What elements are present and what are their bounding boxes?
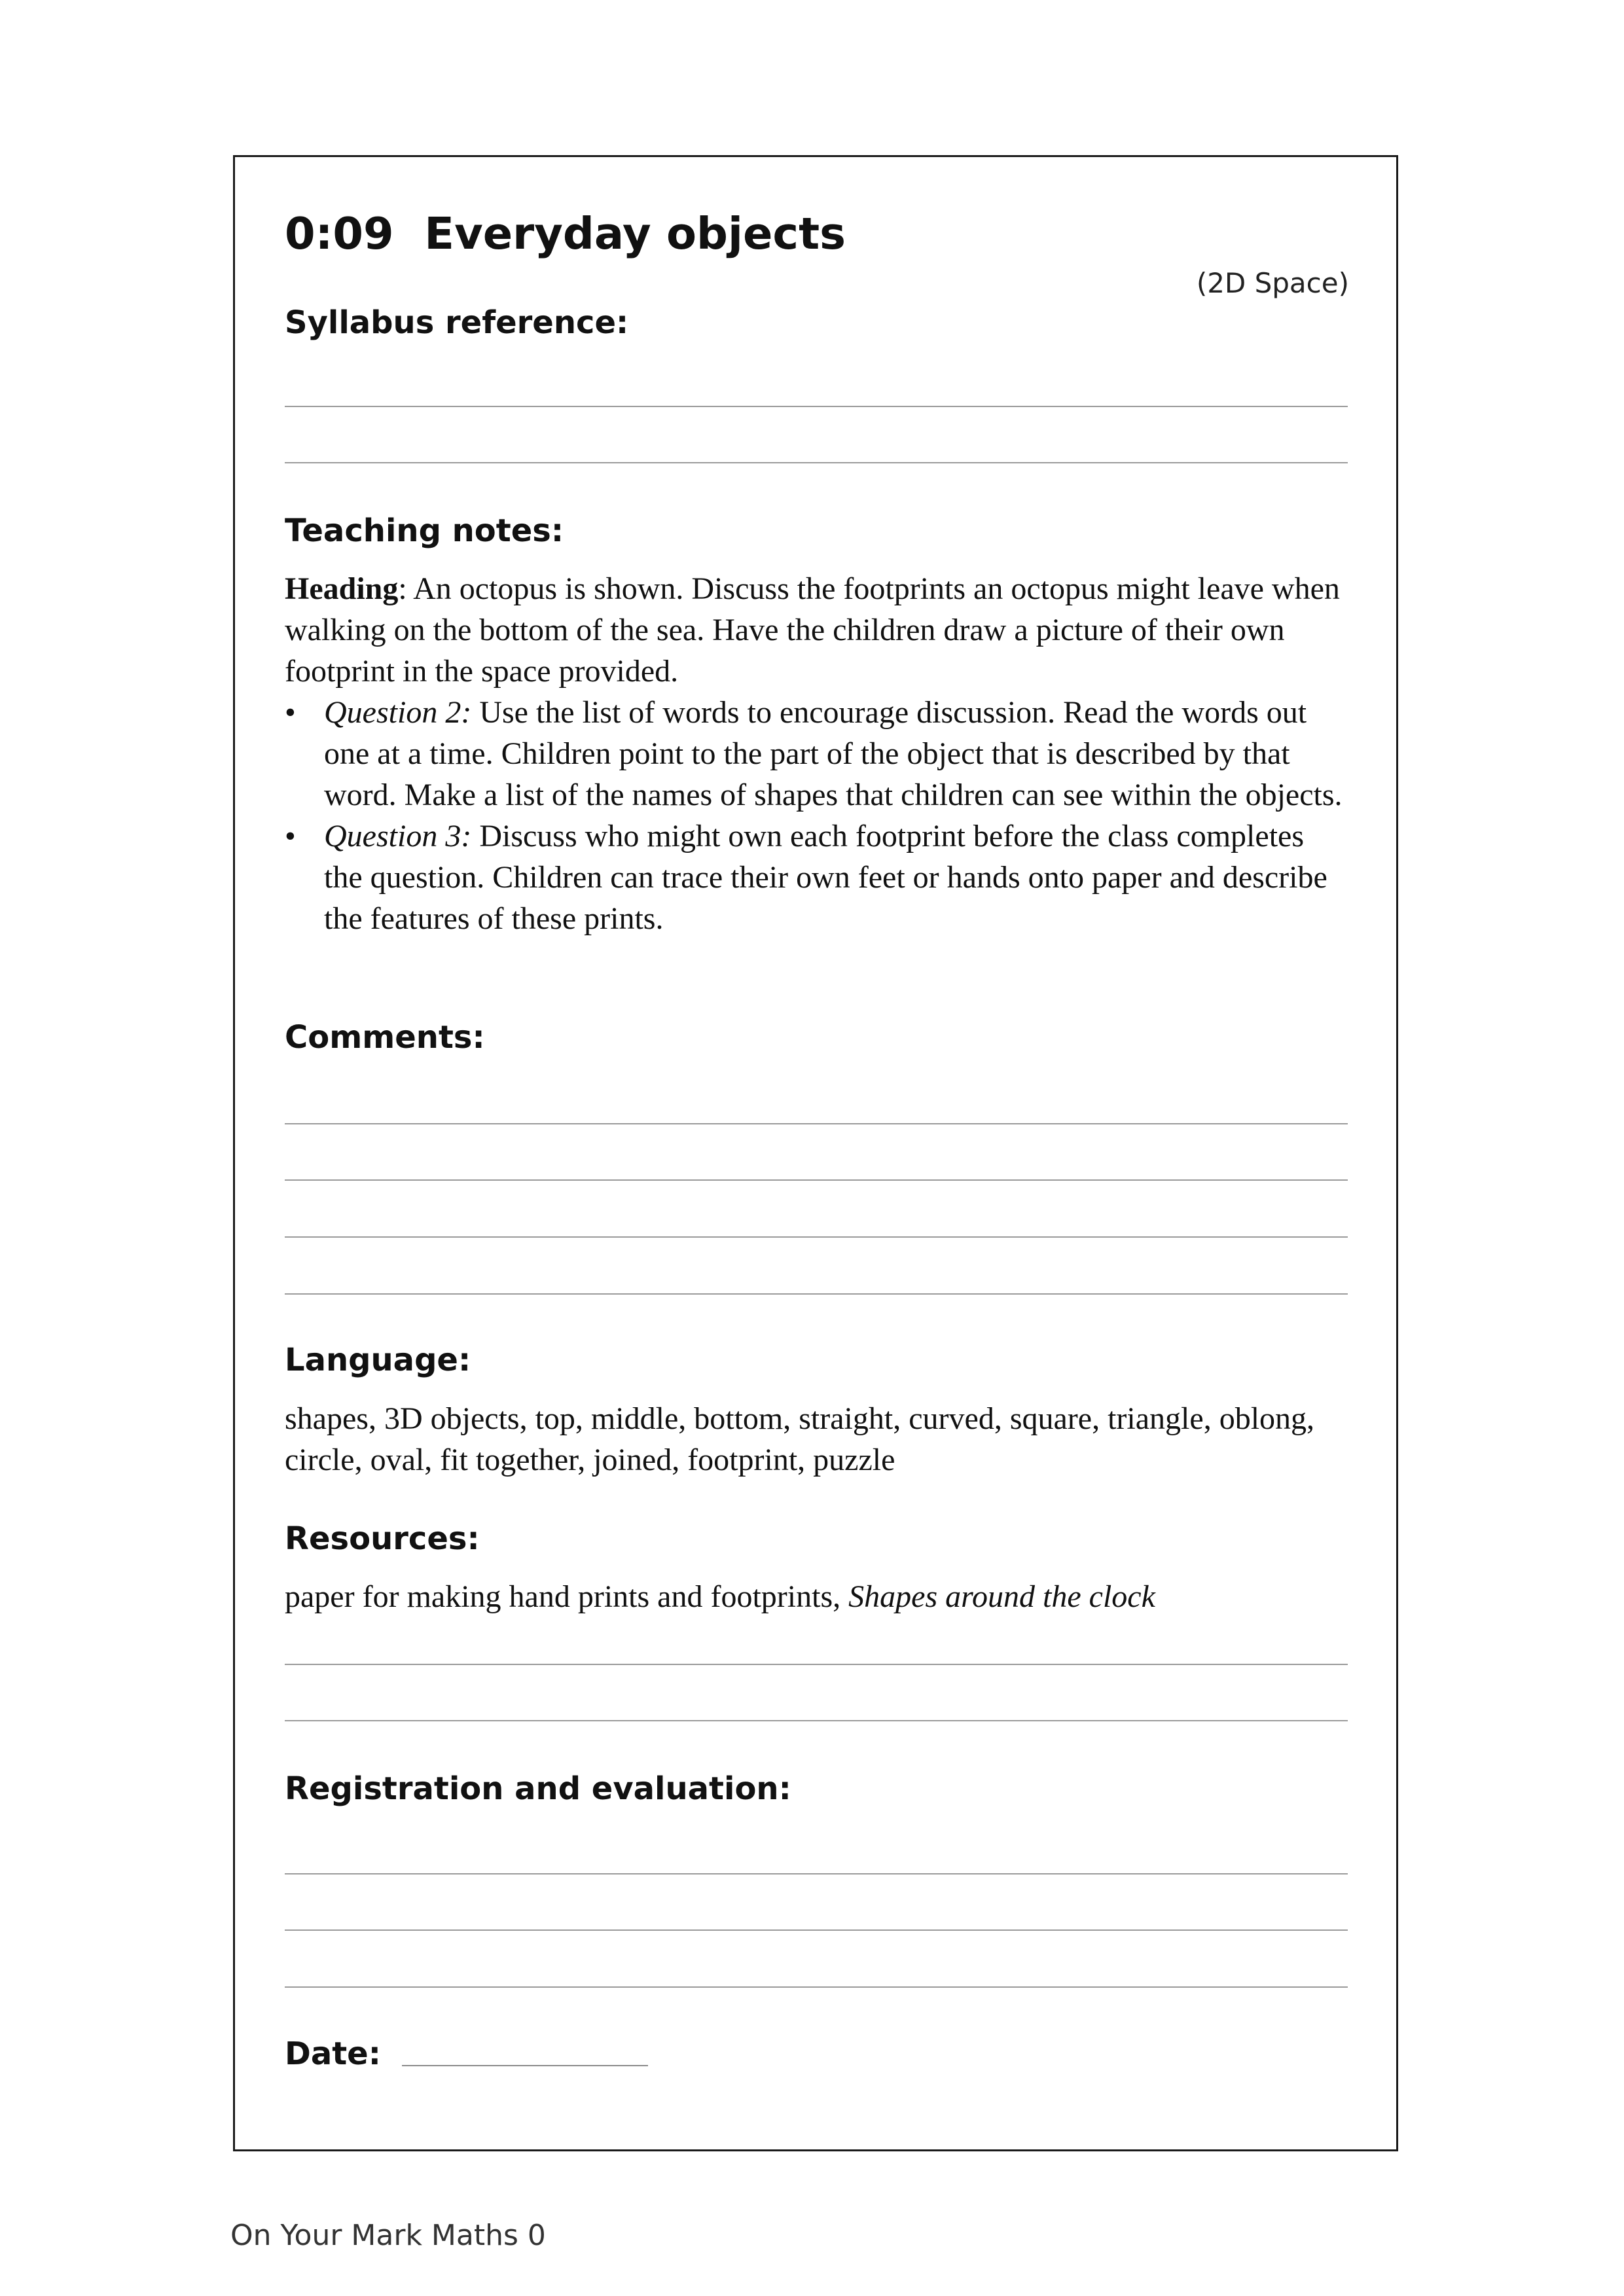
- registration-line-3: [285, 1986, 1348, 1988]
- registration-line-2: [285, 1929, 1348, 1931]
- syllabus-heading: Syllabus reference:: [285, 304, 629, 341]
- language-heading: Language:: [285, 1342, 471, 1378]
- comments-heading: Comments:: [285, 1019, 485, 1056]
- bullet-icon: •: [285, 819, 296, 853]
- question-3-text: Discuss who might own each footprint before the class completes the question. Children can trace their own feet or hands onto paper and describe the features of these prints.: [324, 819, 1327, 936]
- list-item: [285, 816, 1348, 939]
- language-text: shapes, 3D objects, top, middle, bottom, straight, curved, square, triangle, oblong, circle, oval, fit together, joined, footprint, puzzle: [285, 1401, 1315, 1477]
- list-item: [285, 692, 1348, 816]
- resources-heading: Resources:: [285, 1520, 480, 1557]
- resources-text: [285, 1576, 1348, 1617]
- teaching-notes-list: [285, 692, 1348, 939]
- syllabus-line-1: [285, 406, 1348, 407]
- topic-label: (2D Space): [1196, 267, 1349, 299]
- teaching-notes-heading: Teaching notes:: [285, 512, 564, 549]
- comments-line-2: [285, 1179, 1348, 1181]
- bullet-icon: •: [285, 695, 296, 730]
- resources-plain: paper for making hand prints and footprints,: [285, 1579, 849, 1614]
- question-3-label: Question 3:: [324, 819, 472, 853]
- question-2-label: Question 2:: [324, 695, 472, 730]
- resources-italic: Shapes around the clock: [848, 1579, 1155, 1614]
- page-frame: [233, 155, 1398, 2151]
- registration-line-1: [285, 1873, 1348, 1874]
- comments-line-3: [285, 1236, 1348, 1238]
- resources-line-1: [285, 1664, 1348, 1665]
- comments-line-4: [285, 1293, 1348, 1295]
- heading-text: : An octopus is shown. Discuss the footprints an octopus might leave when walking on the bottom of the sea. Have the children draw a picture of their own footprint in the space provided.: [285, 571, 1340, 689]
- heading-label: Heading: [285, 571, 399, 606]
- date-label: Date:: [285, 2036, 381, 2072]
- question-2-text: Use the list of words to encourage discussion. Read the words out one at a time. Children point to the part of the object that is described by that word. Make a list of the names of shapes that children can see within the objects.: [324, 695, 1343, 812]
- registration-heading: Registration and evaluation:: [285, 1770, 791, 1807]
- syllabus-line-2: [285, 462, 1348, 463]
- page-title: 0:09 Everyday objects: [285, 208, 846, 259]
- resources-line-2: [285, 1720, 1348, 1721]
- teaching-notes-intro: [285, 568, 1348, 692]
- footer-text: On Your Mark Maths 0: [230, 2219, 546, 2252]
- date-line: [402, 2065, 648, 2066]
- comments-line-1: [285, 1123, 1348, 1124]
